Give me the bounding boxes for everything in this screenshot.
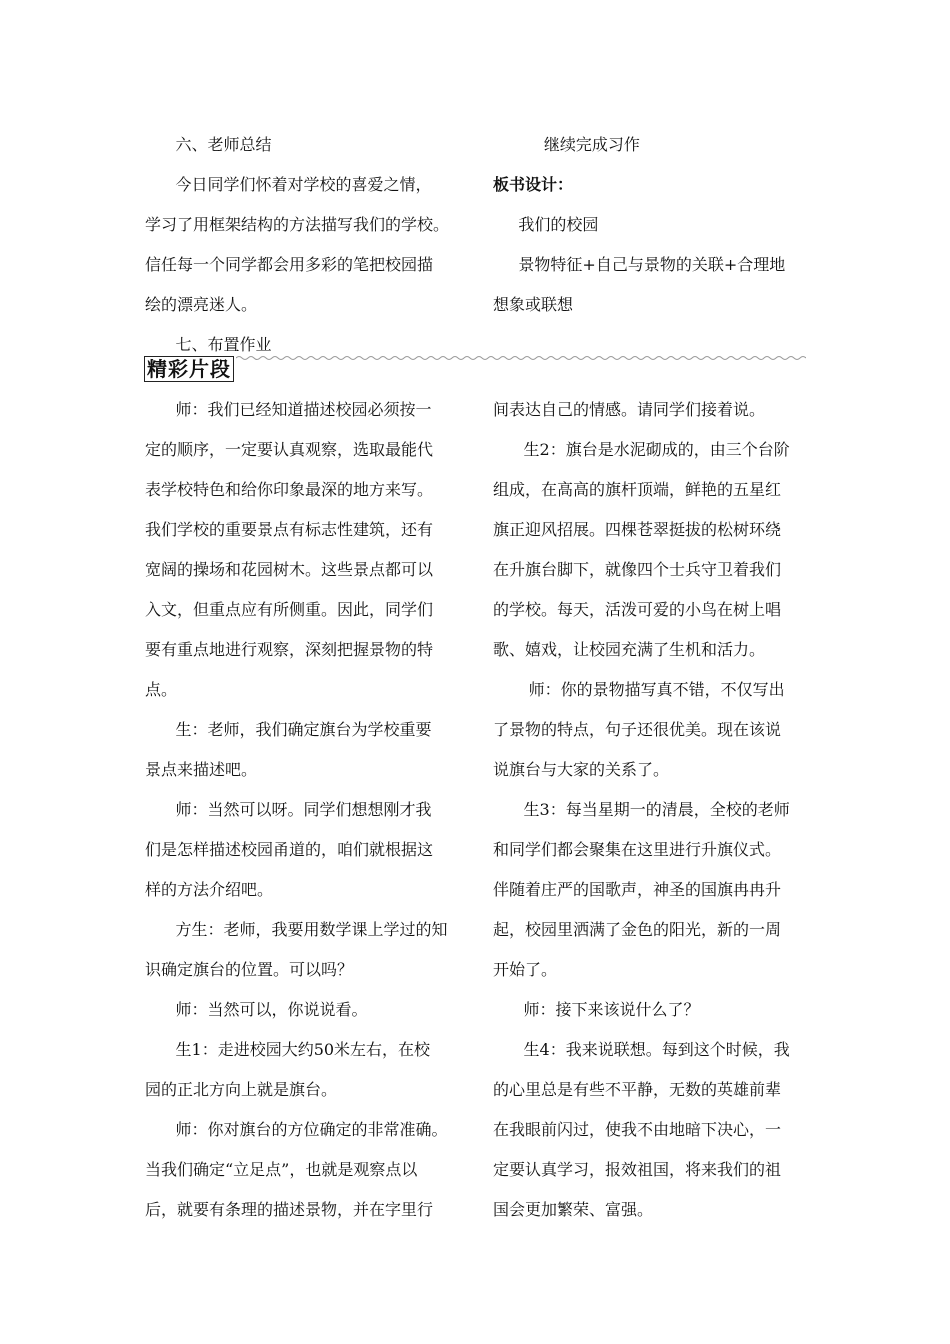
text-line: 伴随着庄严的国歌声，神圣的国旗冉冉升 [493,880,782,899]
text-line: 们是怎样描述校园甬道的，咱们就根据这 [145,840,434,859]
text-line: 绘的漂亮迷人。 [145,295,258,314]
text-line: 旗正迎风招展。四棵苍翠挺拔的松树环绕 [493,520,782,539]
text-line: 起，校园里洒满了金色的阳光，新的一周 [493,920,782,939]
text-line: 歌、嬉戏，让校园充满了生机和活力。 [493,640,766,659]
text-line: 的学校。每天，活泼可爱的小鸟在树上唱 [493,600,782,619]
summary-column [145,125,465,365]
text-line: 生3：每当星期一的清晨，全校的老师 [493,800,790,819]
text-line: 识确定旗台的位置。可以吗？ [145,960,354,979]
text-line: 要有重点地进行观察，深刻把握景物的特 [145,640,434,659]
text-line: 景点来描述吧。 [145,760,258,779]
text-line: 学习了用框架结构的方法描写我们的学校。 [145,215,450,234]
board-design-heading: 板书设计： [493,175,574,194]
text-line: 定要认真学习，报效祖国，将来我们的祖 [493,1160,782,1179]
text-line: 园的正北方向上就是旗台。 [145,1080,338,1099]
text-line: 我们学校的重要景点有标志性建筑，还有 [145,520,434,539]
text-line: 我们的校园 [493,215,599,234]
text-line: 师：当然可以呀。同学们想想刚才我 [145,800,432,819]
text-line: 和同学们都会聚集在这里进行升旗仪式。 [493,840,782,859]
text-line: 师：当然可以，你说说看。 [145,1000,368,1019]
text-line: 景物特征+自己与景物的关联+合理地 [493,255,786,274]
text-line: 说旗台与大家的关系了。 [493,760,670,779]
text-line: 信任每一个同学都会用多彩的笔把校园描 [145,255,434,274]
text-line: 方生：老师，我要用数学课上学过的知 [145,920,448,939]
text-line: 六、老师总结 [145,135,272,154]
dialogue-column-left [145,390,465,1230]
text-line: 开始了。 [493,960,558,979]
wavy-divider [236,354,806,362]
section-heading: 精彩片段 [144,356,234,382]
text-line: 今日同学们怀着对学校的喜爱之情， [145,175,432,194]
text-line: 七、布置作业 [145,335,272,354]
text-line: 间表达自己的情感。请同学们接着说。 [493,400,766,419]
text-line: 生4：我来说联想。每到这个时候，我 [493,1040,790,1059]
text-line: 后，就要有条理的描述景物，并在字里行 [145,1200,434,1219]
text-line: 师：我们已经知道描述校园必须按一 [145,400,432,419]
text-line: 样的方法介绍吧。 [145,880,274,899]
text-line: 当我们确定“立足点”，也就是观察点以 [145,1160,418,1179]
text-line: 想象或联想 [493,295,574,314]
text-line: 在我眼前闪过，使我不由地暗下决心，一 [493,1120,782,1139]
text-line: 的心里总是有些不平静，无数的英雄前辈 [493,1080,782,1099]
text-line: 宽阔的操场和花园树木。这些景点都可以 [145,560,434,579]
text-line: 师：你对旗台的方位确定的非常准确。 [145,1120,448,1139]
text-line: 生：老师，我们确定旗台为学校重要 [145,720,432,739]
text-line: 定的顺序，一定要认真观察，选取最能代 [145,440,434,459]
dialogue-column-right [493,390,813,1230]
text-line: 入文，但重点应有所侧重。因此，同学们 [145,600,434,619]
text-line: 组成，在高高的旗杆顶端，鲜艳的五星红 [493,480,782,499]
text-line: 继续完成习作 [493,135,640,154]
text-line: 在升旗台脚下，就像四个士兵守卫着我们 [493,560,782,579]
text-line: 表学校特色和给你印象最深的地方来写。 [145,480,434,499]
board-design-column [493,125,813,325]
text-line: 了景物的特点，句子还很优美。现在该说 [493,720,782,739]
text-line: 师：接下来该说什么了？ [493,1000,700,1019]
text-line: 国会更加繁荣、富强。 [493,1200,654,1219]
text-line: 师：你的景物描写真不错，不仅写出 [493,680,785,699]
text-line: 生2：旗台是水泥砌成的，由三个台阶 [493,440,790,459]
text-line: 生1：走进校园大约50米左右，在校 [145,1040,431,1059]
text-line: 点。 [145,680,178,699]
